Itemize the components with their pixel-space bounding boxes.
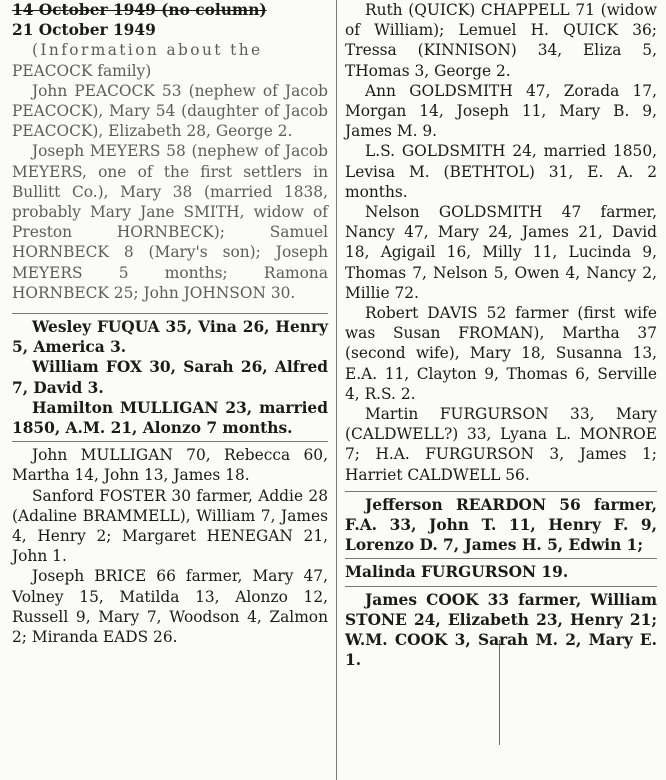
record-entry: James COOK 33 farmer, William STONE 24, Elizabeth 23, Henry 21; W.M. COOK 3, Sarah M. 2, Mary E. 1.: [345, 586, 657, 671]
record-entry: John MULLIGAN 70, Rebecca 60, Martha 14, John 13, James 18.: [12, 441, 328, 485]
record-entry: Malinda FURGURSON 19.: [345, 558, 657, 582]
record-entry: William FOX 30, Sarah 26, Alfred 7, David 3.: [12, 358, 328, 397]
record-entry: Robert DAVIS 52 farmer (first wife was Susan FROMAN), Martha 37 (second wife), Mary 18, Susanna 13, E.A. 11, Clayton 9, Thomas 6, Serville 4, R.S. 2.: [345, 304, 657, 403]
record-entry: Ruth (QUICK) CHAPPELL 71 (widow of William); Lemuel H. QUICK 36; Tressa (KINNISON) 34, Eliza 5, THomas 3, George 2.: [345, 1, 657, 80]
record-entry: Hamilton MULLIGAN 23, married 1850, A.M. 21, Alonzo 7 months.: [12, 398, 328, 438]
date-heading-2: 21 October 1949: [12, 21, 156, 40]
date-heading-1: 14 October 1949 (no column): [12, 1, 267, 19]
record-entry: Martin FURGURSON 33, Mary (CALDWELL?) 33, Lyana L. MONROE 7; H.A. FURGURSON 3, James 1; Harriet CALDWELL 56.: [345, 405, 657, 484]
record-entry: Wesley FUQUA 35, Vina 26, Henry 5, America 3.: [12, 313, 328, 357]
record-entry: L.S. GOLDSMITH 24, married 1850, Levisa M. (BETHTOL) 31, E. A. 2 months.: [345, 142, 657, 201]
record-entry: John PEACOCK 53 (nephew of Jacob PEACOCK), Mary 54 (daughter of Jacob PEACOCK), Elizabeth 28, George 2.: [12, 81, 328, 141]
left-column: [12, 0, 328, 647]
info-line-1: (Information about the: [32, 41, 263, 60]
column-divider: [336, 0, 337, 780]
record-entry: Jefferson REARDON 56 farmer, F.A. 33, John T. 11, Henry F. 9, Lorenzo D. 7, James H. 5, Edwin 1;: [345, 491, 657, 556]
record-entry: Joseph BRICE 66 farmer, Mary 47, Volney 15, Matilda 13, Alonzo 12, Russell 9, Mary 7, Woodson 4, Zalmon 2; Miranda EADS 26.: [12, 567, 328, 647]
record-entry: Sanford FOSTER 30 farmer, Addie 28 (Adaline BRAMMELL), William 7, James 4, Henry 2; Margaret HENEGAN 21, John 1.: [12, 486, 328, 566]
record-entry: Ann GOLDSMITH 47, Zorada 17, Morgan 14, Joseph 11, Mary B. 9, James M. 9.: [345, 81, 657, 141]
info-line-2: PEACOCK family): [12, 61, 152, 80]
record-entry: Nelson GOLDSMITH 47 farmer, Nancy 47, Mary 24, James 21, David 18, Agigail 16, Milly 11, Lucinda 9, Thomas 7, Nelson 5, Owen 4, Nancy 2, Millie 72.: [345, 203, 657, 302]
record-entry: Joseph MEYERS 58 (nephew of Jacob MEYERS, one of the first settlers in Bullitt Co.), Mary 38 (married 1838, probably Mary Jane SMITH, widow of Preston HORNBECK); Samuel HORNBECK 8 (Mary's son); Joseph MEYERS 5 months; Ramona HORNBECK 25; John JOHNSON 30.: [12, 142, 328, 302]
right-column: [345, 0, 657, 671]
